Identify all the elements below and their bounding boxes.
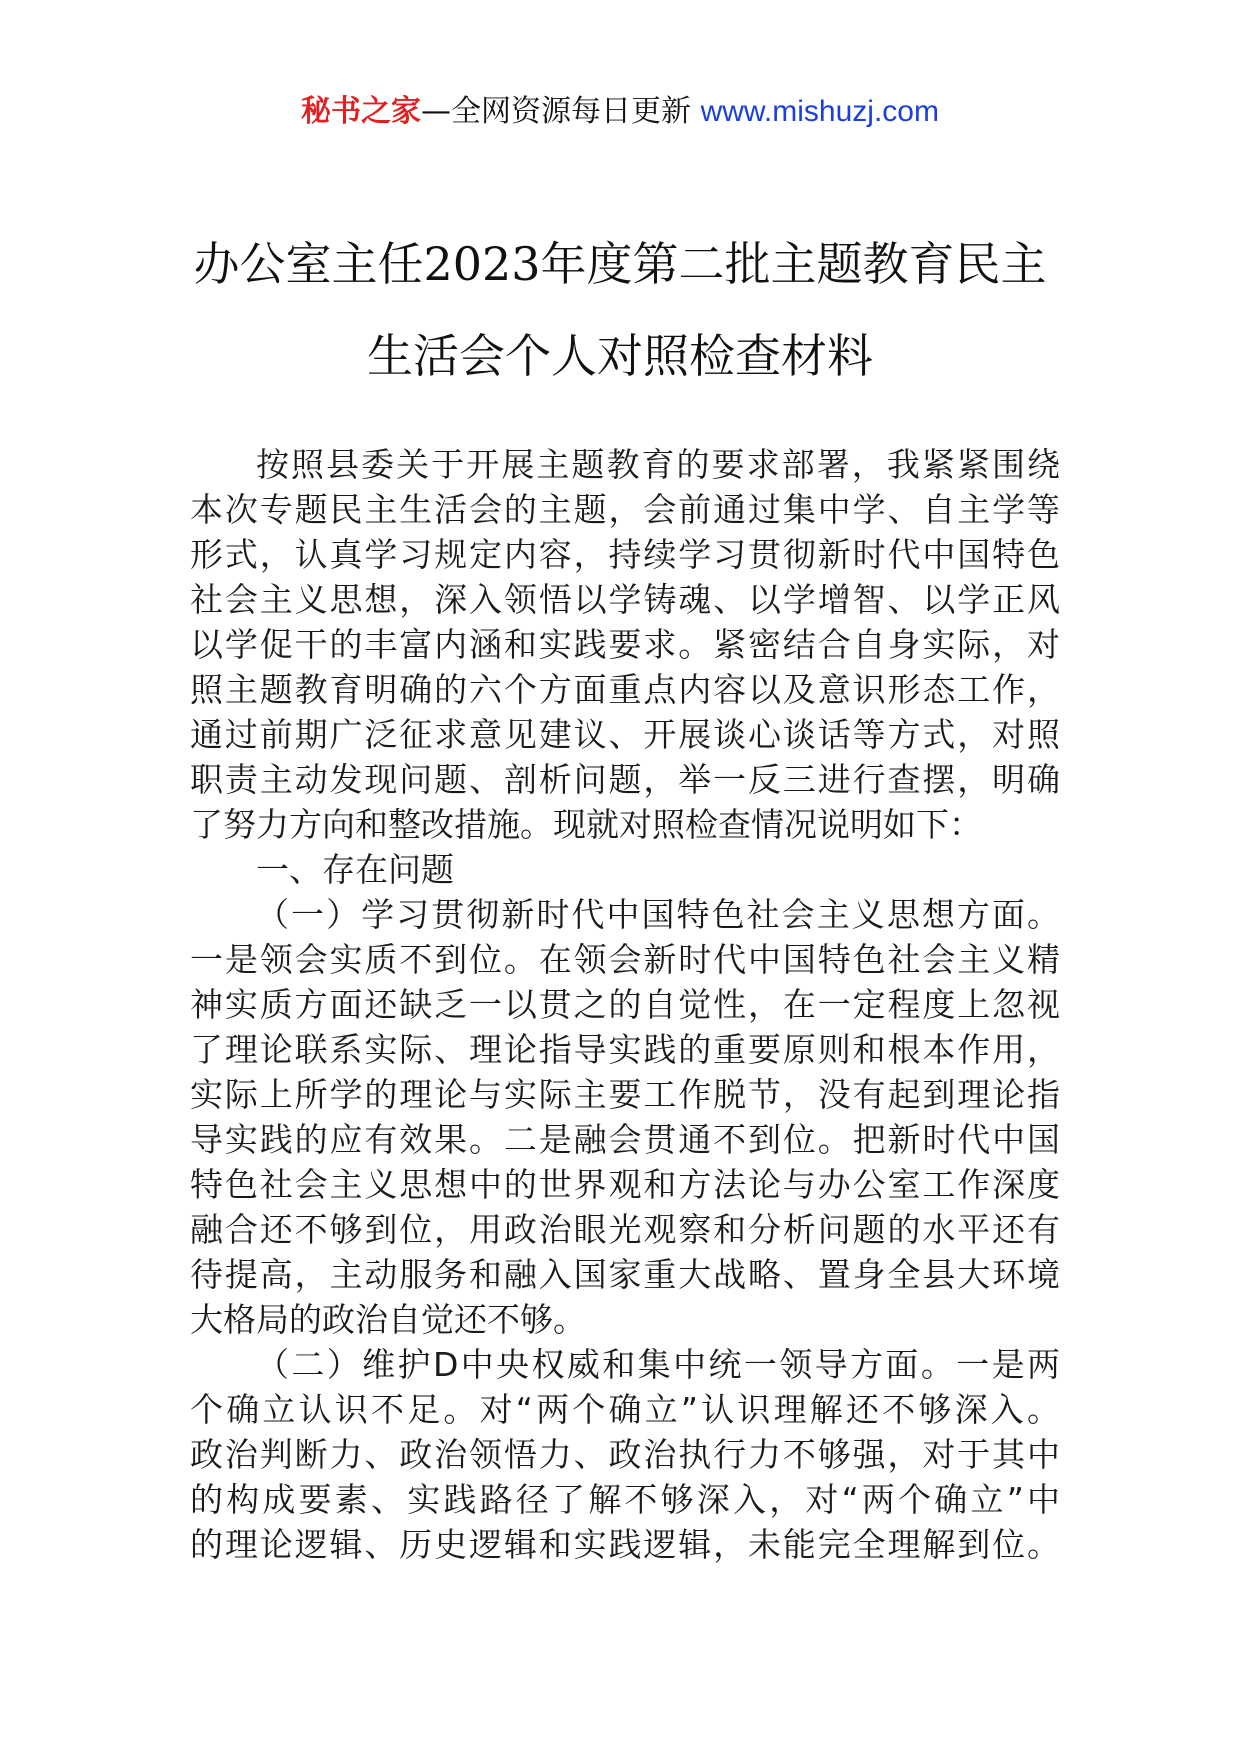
text-line: 社会主义思想，深入领悟以学铸魂、以学增智、以学正风 — [190, 580, 1060, 619]
document-title-line-2: 生活会个人对照检查材料 — [367, 329, 873, 383]
text-line: 个确立认识不足。对“两个确立”认识理解还不够深入。 — [190, 1390, 1060, 1429]
brand-name: 秘书之家 — [301, 94, 422, 129]
text-line: （二）维护D中央权威和集中统一领导方面。一是两 — [256, 1345, 1060, 1384]
text-line: 通过前期广泛征求意见建议、开展谈心谈话等方式，对照 — [190, 715, 1060, 754]
text-line: 政治判断力、政治领悟力、政治执行力不够强，对于其中 — [190, 1435, 1060, 1474]
text-line: 本次专题民主生活会的主题，会前通过集中学、自主学等 — [190, 490, 1060, 529]
text-line: 神实质方面还缺乏一以贯之的自觉性，在一定程度上忽视 — [190, 985, 1060, 1024]
text-line: （一）学习贯彻新时代中国特色社会主义思想方面。 — [256, 895, 1060, 934]
text-line: 了理论联系实际、理论指导实践的重要原则和根本作用， — [190, 1030, 1060, 1069]
site-url-link[interactable]: www.mishuzj.com — [700, 95, 939, 128]
section-heading — [190, 847, 1060, 892]
text-line: 融合还不够到位，用政治眼光观察和分析问题的水平还有 — [190, 1210, 1060, 1249]
text-line: 大格局的政治自觉还不够。 — [190, 1300, 586, 1339]
text-line: 的构成要素、实践路径了解不够深入，对“两个确立”中 — [190, 1480, 1060, 1519]
text-line: 按照县委关于开展主题教育的要求部署，我紧紧围绕 — [256, 445, 1060, 484]
text-line: 的理论逻辑、历史逻辑和实践逻辑，未能完全理解到位。 — [190, 1525, 1060, 1564]
section-heading-text: 一、存在问题 — [256, 850, 454, 889]
text-line: 待提高，主动服务和融入国家重大战略、置身全县大环境 — [190, 1255, 1060, 1294]
text-line: 职责主动发现问题、剖析问题，举一反三进行查摆，明确 — [190, 760, 1060, 799]
text-line: 实际上所学的理论与实际主要工作脱节，没有起到理论指 — [190, 1075, 1060, 1114]
text-line: 了努力方向和整改措施。现就对照检查情况说明如下： — [190, 805, 982, 844]
site-banner — [0, 92, 1240, 132]
text-line: 照主题教育明确的六个方面重点内容以及意识形态工作， — [190, 670, 1060, 709]
text-line: 形式，认真学习规定内容，持续学习贯彻新时代中国特色 — [190, 535, 1060, 574]
text-line: 特色社会主义思想中的世界观和方法论与办公室工作深度 — [190, 1165, 1060, 1204]
paragraph-intro — [190, 442, 1060, 847]
paragraph-subsection-1 — [190, 892, 1060, 1342]
text-line: 以学促干的丰富内涵和实践要求。紧密结合自身实际，对 — [190, 625, 1060, 664]
text-line: 导实践的应有效果。二是融会贯通不到位。把新时代中国 — [190, 1120, 1060, 1159]
document-body — [190, 442, 1060, 1567]
brand-tagline: —全网资源每日更新 — [421, 94, 692, 129]
document-title-line-1: 办公室主任2023年度第二批主题教育民主 — [193, 237, 1047, 291]
text-line: 一是领会实质不到位。在领会新时代中国特色社会主义精 — [190, 940, 1060, 979]
paragraph-subsection-2 — [190, 1342, 1060, 1567]
